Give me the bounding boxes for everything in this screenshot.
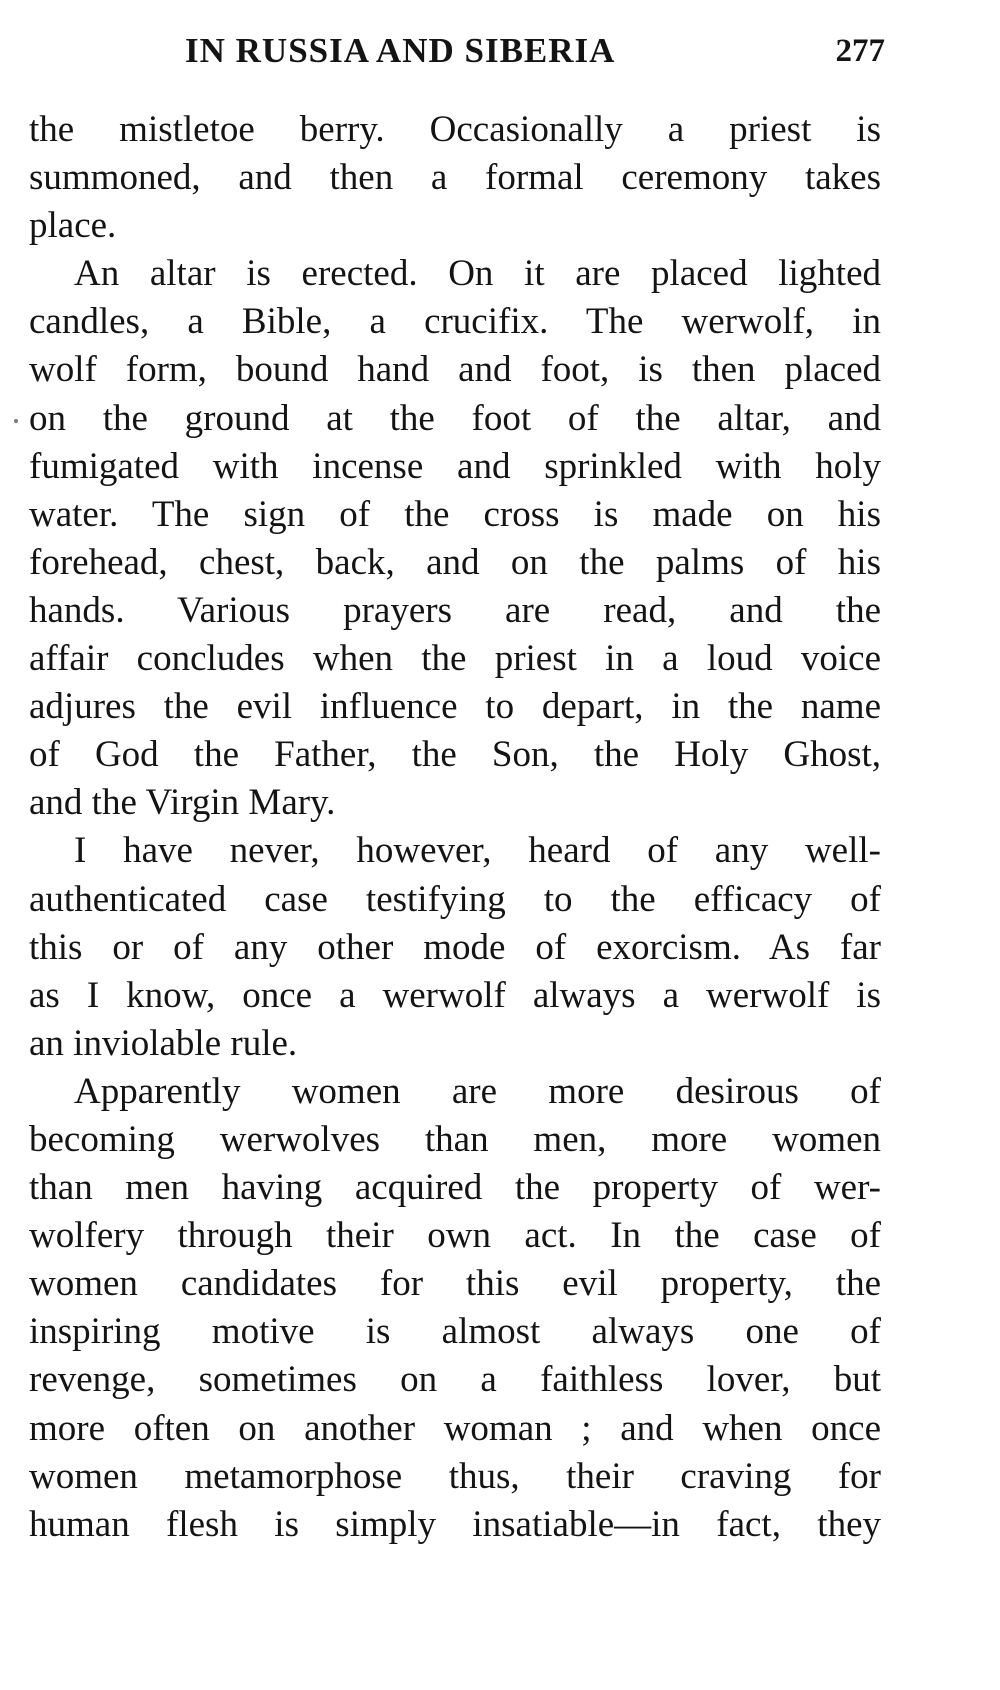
- text-line: affair concludes when the priest in a loud voice: [29, 638, 881, 680]
- running-title: IN RUSSIA AND SIBERIA: [185, 31, 616, 70]
- text-line: as I know, once a werwolf always a werwolf is: [29, 974, 881, 1016]
- text-line: the mistletoe berry. Occasionally a priest is: [29, 109, 881, 150]
- text-line: of God the Father, the Son, the Holy Ghost,: [29, 734, 881, 776]
- text-line: revenge, sometimes on a faithless lover, but: [29, 1359, 881, 1401]
- paragraph-first-line: I have never, however, heard of any well-: [74, 830, 881, 872]
- text-line: on the ground at the foot of the altar, and: [29, 397, 881, 439]
- text-line: authenticated case testifying to the efficacy of: [29, 878, 881, 920]
- text-line: water. The sign of the cross is made on his: [29, 493, 881, 535]
- text-line: wolf form, bound hand and foot, is then placed: [29, 349, 881, 391]
- text-line: wolfery through their own act. In the case of: [29, 1215, 881, 1257]
- text-line: than men having acquired the property of wer-: [29, 1167, 881, 1209]
- text-line: inspiring motive is almost always one of: [29, 1311, 881, 1353]
- page-number: 277: [835, 33, 885, 69]
- text-line: adjures the evil influence to depart, in the name: [29, 686, 881, 728]
- text-line: and the Virgin Mary.: [29, 782, 336, 824]
- text-line: women metamorphose thus, their craving for: [29, 1455, 881, 1497]
- paragraph-first-line: An altar is erected. On it are placed lighted: [74, 253, 881, 295]
- text-line: fumigated with incense and sprinkled with holy: [29, 445, 881, 487]
- text-line: women candidates for this evil property, the: [29, 1263, 881, 1305]
- text-line: hands. Various prayers are read, and the: [29, 589, 881, 631]
- text-line: human flesh is simply insatiable—in fact, they: [29, 1503, 881, 1545]
- running-head: [185, 26, 885, 76]
- text-line: forehead, chest, back, and on the palms of his: [29, 541, 881, 583]
- text-line: more often on another woman ; and when once: [29, 1407, 881, 1449]
- text-line: this or of any other mode of exorcism. As far: [29, 926, 881, 968]
- margin-speck: [14, 419, 18, 423]
- text-line: summoned, and then a formal ceremony takes: [29, 157, 881, 199]
- paragraph-first-line: Apparently women are more desirous of: [74, 1070, 881, 1112]
- body-text: [29, 106, 881, 1549]
- text-line: candles, a Bible, a crucifix. The werwolf, in: [29, 301, 881, 343]
- text-line: becoming werwolves than men, more women: [29, 1118, 881, 1160]
- text-line: place.: [29, 205, 117, 247]
- text-line: an inviolable rule.: [29, 1022, 298, 1064]
